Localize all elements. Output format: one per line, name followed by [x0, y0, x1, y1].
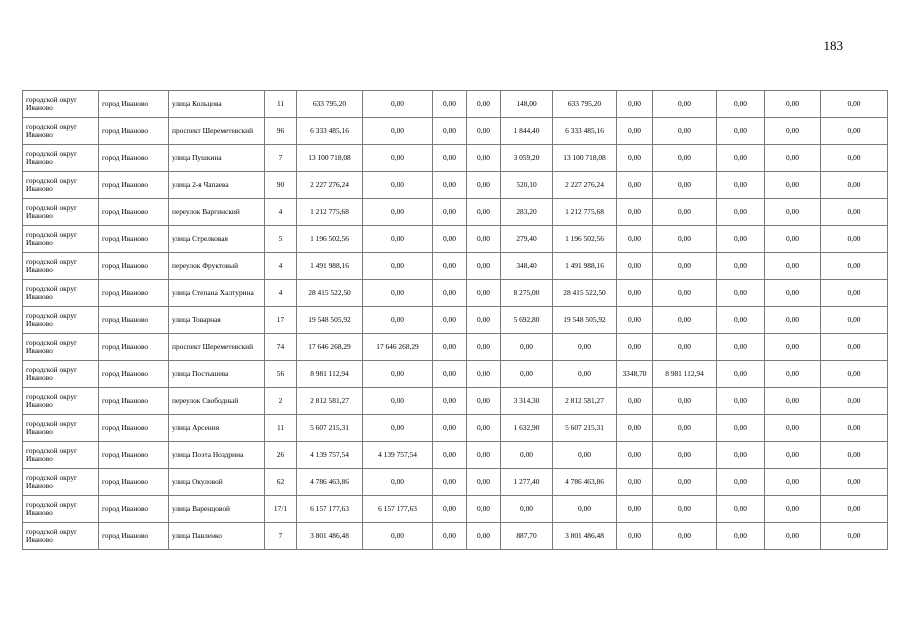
cell-cost-col-2: 0,00: [363, 307, 433, 334]
cell-cost-col-9: 0,00: [717, 307, 765, 334]
cell-cost-col-6: 2 812 581,27: [553, 388, 617, 415]
cell-house-number: 2: [265, 388, 297, 415]
cell-area-value: 0,00: [501, 496, 553, 523]
cell-cost-col-2: 0,00: [363, 280, 433, 307]
cell-municipality: городской округ Иваново: [23, 253, 99, 280]
cell-cost-col-10: 0,00: [765, 307, 821, 334]
cell-cost-col-10: 0,00: [765, 253, 821, 280]
cell-area-value: 3 314,30: [501, 388, 553, 415]
cell-cost-col-9: 0,00: [717, 334, 765, 361]
cell-cost-col-7: 0,00: [617, 118, 653, 145]
cell-cost-col-9: 0,00: [717, 172, 765, 199]
cell-settlement: город Иваново: [99, 334, 169, 361]
cell-cost-col-10: 0,00: [765, 496, 821, 523]
cell-total-cost: 2 227 276,24: [297, 172, 363, 199]
cell-street: улица Кольцова: [169, 91, 265, 118]
cell-cost-col-8: 8 981 112,94: [653, 361, 717, 388]
cell-area-value: 283,20: [501, 199, 553, 226]
cell-cost-col-4: 0,00: [467, 253, 501, 280]
page-number: 183: [823, 38, 843, 53]
cell-cost-col-7: 3348,70: [617, 361, 653, 388]
cell-cost-col-11: 0,00: [821, 145, 888, 172]
cell-cost-col-11: 0,00: [821, 307, 888, 334]
cell-cost-col-11: 0,00: [821, 334, 888, 361]
cell-cost-col-10: 0,00: [765, 91, 821, 118]
cell-street: переулок Свободный: [169, 388, 265, 415]
cell-total-cost: 17 646 268,29: [297, 334, 363, 361]
cell-settlement: город Иваново: [99, 118, 169, 145]
cell-cost-col-6: 1 491 988,16: [553, 253, 617, 280]
table-row: [23, 253, 888, 280]
cell-cost-col-8: 0,00: [653, 307, 717, 334]
cell-cost-col-6: 0,00: [553, 442, 617, 469]
cell-cost-col-4: 0,00: [467, 91, 501, 118]
cell-cost-col-7: 0,00: [617, 91, 653, 118]
cell-cost-col-11: 0,00: [821, 388, 888, 415]
cell-house-number: 4: [265, 199, 297, 226]
cell-cost-col-10: 0,00: [765, 199, 821, 226]
cell-cost-col-3: 0,00: [433, 388, 467, 415]
cell-street: улица Арсения: [169, 415, 265, 442]
cell-cost-col-2: 4 139 757,54: [363, 442, 433, 469]
table-row: [23, 469, 888, 496]
cell-cost-col-11: 0,00: [821, 91, 888, 118]
table-row: [23, 145, 888, 172]
cell-cost-col-9: 0,00: [717, 280, 765, 307]
cell-cost-col-4: 0,00: [467, 523, 501, 550]
cell-house-number: 96: [265, 118, 297, 145]
cell-municipality: городской округ Иваново: [23, 280, 99, 307]
cell-cost-col-3: 0,00: [433, 361, 467, 388]
cell-settlement: город Иваново: [99, 469, 169, 496]
cell-area-value: 0,00: [501, 361, 553, 388]
cell-street: проспект Шереметевский: [169, 334, 265, 361]
cell-cost-col-11: 0,00: [821, 280, 888, 307]
cell-cost-col-4: 0,00: [467, 199, 501, 226]
cell-cost-col-7: 0,00: [617, 442, 653, 469]
cell-street: улица Постышева: [169, 361, 265, 388]
cell-house-number: 74: [265, 334, 297, 361]
cell-area-value: 0,00: [501, 334, 553, 361]
cell-cost-col-6: 1 196 502,56: [553, 226, 617, 253]
table-row: [23, 280, 888, 307]
cell-cost-col-7: 0,00: [617, 496, 653, 523]
cell-settlement: город Иваново: [99, 145, 169, 172]
table-row: [23, 442, 888, 469]
cell-total-cost: 1 212 775,68: [297, 199, 363, 226]
cell-area-value: 5 692,80: [501, 307, 553, 334]
cell-cost-col-8: 0,00: [653, 388, 717, 415]
cell-settlement: город Иваново: [99, 361, 169, 388]
cell-cost-col-9: 0,00: [717, 388, 765, 415]
cell-street: улица Стрелковая: [169, 226, 265, 253]
cell-cost-col-4: 0,00: [467, 469, 501, 496]
cell-cost-col-3: 0,00: [433, 199, 467, 226]
cell-area-value: 1 844,40: [501, 118, 553, 145]
cell-total-cost: 3 801 486,48: [297, 523, 363, 550]
cell-cost-col-8: 0,00: [653, 280, 717, 307]
cell-cost-col-10: 0,00: [765, 118, 821, 145]
cell-cost-col-9: 0,00: [717, 415, 765, 442]
cell-total-cost: 19 548 505,92: [297, 307, 363, 334]
cell-cost-col-8: 0,00: [653, 415, 717, 442]
cell-cost-col-7: 0,00: [617, 415, 653, 442]
cell-total-cost: 4 139 757,54: [297, 442, 363, 469]
cell-cost-col-6: 0,00: [553, 496, 617, 523]
cell-cost-col-3: 0,00: [433, 415, 467, 442]
cell-cost-col-2: 0,00: [363, 415, 433, 442]
cell-cost-col-3: 0,00: [433, 253, 467, 280]
cell-cost-col-4: 0,00: [467, 388, 501, 415]
cell-cost-col-4: 0,00: [467, 361, 501, 388]
cell-cost-col-11: 0,00: [821, 226, 888, 253]
cell-house-number: 56: [265, 361, 297, 388]
cell-cost-col-8: 0,00: [653, 91, 717, 118]
cell-cost-col-6: 4 786 463,86: [553, 469, 617, 496]
cell-cost-col-9: 0,00: [717, 145, 765, 172]
cell-house-number: 11: [265, 91, 297, 118]
cell-settlement: город Иваново: [99, 91, 169, 118]
cell-municipality: городской округ Иваново: [23, 199, 99, 226]
cell-cost-col-9: 0,00: [717, 118, 765, 145]
table-row: [23, 496, 888, 523]
cell-street: улица 2-я Чапаева: [169, 172, 265, 199]
cell-street: улица Пушкина: [169, 145, 265, 172]
cell-cost-col-7: 0,00: [617, 469, 653, 496]
cell-settlement: город Иваново: [99, 172, 169, 199]
cell-municipality: городской округ Иваново: [23, 442, 99, 469]
cell-cost-col-11: 0,00: [821, 496, 888, 523]
cell-cost-col-3: 0,00: [433, 496, 467, 523]
cell-area-value: 348,40: [501, 253, 553, 280]
cell-municipality: городской округ Иваново: [23, 226, 99, 253]
cell-cost-col-2: 0,00: [363, 118, 433, 145]
cell-cost-col-2: 0,00: [363, 361, 433, 388]
cell-municipality: городской округ Иваново: [23, 118, 99, 145]
table-row: [23, 334, 888, 361]
cell-cost-col-8: 0,00: [653, 442, 717, 469]
cell-area-value: 1 277,40: [501, 469, 553, 496]
cell-cost-col-8: 0,00: [653, 496, 717, 523]
cell-municipality: городской округ Иваново: [23, 361, 99, 388]
cell-cost-col-9: 0,00: [717, 253, 765, 280]
cell-total-cost: 5 607 215,31: [297, 415, 363, 442]
cell-area-value: 148,00: [501, 91, 553, 118]
cell-street: улица Варенцовой: [169, 496, 265, 523]
cell-house-number: 7: [265, 523, 297, 550]
cell-cost-col-4: 0,00: [467, 145, 501, 172]
cell-cost-col-10: 0,00: [765, 469, 821, 496]
cell-cost-col-4: 0,00: [467, 226, 501, 253]
cell-settlement: город Иваново: [99, 523, 169, 550]
cell-total-cost: 2 812 581,27: [297, 388, 363, 415]
cell-settlement: город Иваново: [99, 496, 169, 523]
cell-cost-col-7: 0,00: [617, 334, 653, 361]
cell-total-cost: 6 157 177,63: [297, 496, 363, 523]
cell-cost-col-8: 0,00: [653, 172, 717, 199]
cell-cost-col-9: 0,00: [717, 523, 765, 550]
cell-house-number: 4: [265, 280, 297, 307]
cell-settlement: город Иваново: [99, 388, 169, 415]
cell-street: переулок Варгинский: [169, 199, 265, 226]
cell-settlement: город Иваново: [99, 199, 169, 226]
cell-cost-col-2: 17 646 268,29: [363, 334, 433, 361]
cell-settlement: город Иваново: [99, 415, 169, 442]
cell-cost-col-2: 0,00: [363, 226, 433, 253]
cell-settlement: город Иваново: [99, 280, 169, 307]
cell-cost-col-2: 0,00: [363, 388, 433, 415]
cell-cost-col-10: 0,00: [765, 415, 821, 442]
cell-area-value: 279,40: [501, 226, 553, 253]
cell-cost-col-3: 0,00: [433, 469, 467, 496]
cell-cost-col-7: 0,00: [617, 145, 653, 172]
cell-cost-col-4: 0,00: [467, 307, 501, 334]
cell-municipality: городской округ Иваново: [23, 307, 99, 334]
cell-street: улица Товарная: [169, 307, 265, 334]
cell-cost-col-6: 6 333 485,16: [553, 118, 617, 145]
cell-cost-col-6: 2 227 276,24: [553, 172, 617, 199]
cell-settlement: город Иваново: [99, 253, 169, 280]
cell-cost-col-4: 0,00: [467, 280, 501, 307]
cell-cost-col-11: 0,00: [821, 523, 888, 550]
cell-cost-col-7: 0,00: [617, 280, 653, 307]
cell-cost-col-3: 0,00: [433, 226, 467, 253]
table-row: [23, 226, 888, 253]
cell-cost-col-2: 0,00: [363, 199, 433, 226]
cell-cost-col-2: 0,00: [363, 91, 433, 118]
cell-cost-col-3: 0,00: [433, 145, 467, 172]
cell-cost-col-9: 0,00: [717, 469, 765, 496]
table-row: [23, 361, 888, 388]
cell-street: улица Степана Халтурина: [169, 280, 265, 307]
cell-municipality: городской округ Иваново: [23, 91, 99, 118]
cell-cost-col-11: 0,00: [821, 253, 888, 280]
cell-cost-col-4: 0,00: [467, 334, 501, 361]
cell-cost-col-3: 0,00: [433, 118, 467, 145]
cell-house-number: 4: [265, 253, 297, 280]
cell-cost-col-6: 28 415 522,50: [553, 280, 617, 307]
cell-cost-col-3: 0,00: [433, 307, 467, 334]
cell-cost-col-6: 5 607 215,31: [553, 415, 617, 442]
cell-cost-col-11: 0,00: [821, 469, 888, 496]
cell-cost-col-10: 0,00: [765, 388, 821, 415]
cell-cost-col-4: 0,00: [467, 172, 501, 199]
table-row: [23, 388, 888, 415]
table-row: [23, 172, 888, 199]
cell-cost-col-10: 0,00: [765, 226, 821, 253]
cell-cost-col-7: 0,00: [617, 388, 653, 415]
cell-area-value: 1 632,90: [501, 415, 553, 442]
cell-total-cost: 28 415 522,50: [297, 280, 363, 307]
cell-cost-col-8: 0,00: [653, 253, 717, 280]
cell-settlement: город Иваново: [99, 226, 169, 253]
cell-cost-col-8: 0,00: [653, 199, 717, 226]
cell-house-number: 17: [265, 307, 297, 334]
cell-cost-col-4: 0,00: [467, 442, 501, 469]
cell-cost-col-10: 0,00: [765, 334, 821, 361]
cell-cost-col-3: 0,00: [433, 172, 467, 199]
cell-cost-col-8: 0,00: [653, 145, 717, 172]
cell-house-number: 11: [265, 415, 297, 442]
cell-cost-col-7: 0,00: [617, 172, 653, 199]
cell-cost-col-2: 0,00: [363, 523, 433, 550]
cell-cost-col-9: 0,00: [717, 91, 765, 118]
cell-cost-col-2: 0,00: [363, 469, 433, 496]
cell-area-value: 520,10: [501, 172, 553, 199]
cell-street: улица Окуловой: [169, 469, 265, 496]
cell-cost-col-6: 633 795,20: [553, 91, 617, 118]
cell-settlement: город Иваново: [99, 307, 169, 334]
cell-cost-col-7: 0,00: [617, 199, 653, 226]
cell-cost-col-4: 0,00: [467, 415, 501, 442]
cell-cost-col-10: 0,00: [765, 280, 821, 307]
cell-cost-col-6: 1 212 775,68: [553, 199, 617, 226]
cell-cost-col-11: 0,00: [821, 172, 888, 199]
cell-area-value: 887,70: [501, 523, 553, 550]
cell-cost-col-2: 0,00: [363, 253, 433, 280]
cell-cost-col-3: 0,00: [433, 280, 467, 307]
cell-settlement: город Иваново: [99, 442, 169, 469]
cell-cost-col-7: 0,00: [617, 523, 653, 550]
cell-total-cost: 633 795,20: [297, 91, 363, 118]
cell-municipality: городской округ Иваново: [23, 415, 99, 442]
cell-area-value: 0,00: [501, 442, 553, 469]
cell-cost-col-11: 0,00: [821, 118, 888, 145]
cell-cost-col-3: 0,00: [433, 442, 467, 469]
cell-cost-col-3: 0,00: [433, 334, 467, 361]
cell-cost-col-4: 0,00: [467, 118, 501, 145]
cell-cost-col-9: 0,00: [717, 199, 765, 226]
cell-cost-col-8: 0,00: [653, 334, 717, 361]
cell-house-number: 62: [265, 469, 297, 496]
cell-cost-col-10: 0,00: [765, 442, 821, 469]
cell-cost-col-11: 0,00: [821, 415, 888, 442]
cell-cost-col-7: 0,00: [617, 253, 653, 280]
cell-house-number: 7: [265, 145, 297, 172]
cell-house-number: 5: [265, 226, 297, 253]
cell-cost-col-2: 0,00: [363, 145, 433, 172]
cell-street: улица Павленко: [169, 523, 265, 550]
cell-cost-col-3: 0,00: [433, 523, 467, 550]
cell-cost-col-6: 19 548 505,92: [553, 307, 617, 334]
cell-cost-col-10: 0,00: [765, 172, 821, 199]
cell-house-number: 17/1: [265, 496, 297, 523]
cell-cost-col-7: 0,00: [617, 307, 653, 334]
cell-municipality: городской округ Иваново: [23, 145, 99, 172]
housing-repair-table: [22, 90, 888, 550]
cell-cost-col-11: 0,00: [821, 361, 888, 388]
cell-total-cost: 13 100 718,08: [297, 145, 363, 172]
cell-street: переулок Фруктовый: [169, 253, 265, 280]
cell-cost-col-6: 13 100 718,08: [553, 145, 617, 172]
cell-house-number: 26: [265, 442, 297, 469]
cell-cost-col-8: 0,00: [653, 226, 717, 253]
cell-cost-col-6: 0,00: [553, 334, 617, 361]
cell-municipality: городской округ Иваново: [23, 469, 99, 496]
table-body: [23, 91, 888, 550]
cell-municipality: городской округ Иваново: [23, 523, 99, 550]
cell-street: проспект Шереметевский: [169, 118, 265, 145]
table-row: [23, 199, 888, 226]
cell-cost-col-8: 0,00: [653, 469, 717, 496]
table-row: [23, 91, 888, 118]
cell-total-cost: 1 491 988,16: [297, 253, 363, 280]
table-row: [23, 415, 888, 442]
cell-cost-col-4: 0,00: [467, 496, 501, 523]
cell-area-value: 3 059,20: [501, 145, 553, 172]
cell-street: улица Поэта Ноздрина: [169, 442, 265, 469]
cell-cost-col-8: 0,00: [653, 523, 717, 550]
cell-cost-col-9: 0,00: [717, 496, 765, 523]
cell-cost-col-9: 0,00: [717, 361, 765, 388]
cell-cost-col-3: 0,00: [433, 91, 467, 118]
cell-total-cost: 1 196 502,56: [297, 226, 363, 253]
cell-municipality: городской округ Иваново: [23, 496, 99, 523]
cell-cost-col-9: 0,00: [717, 442, 765, 469]
cell-area-value: 8 275,00: [501, 280, 553, 307]
cell-cost-col-2: 0,00: [363, 172, 433, 199]
cell-total-cost: 8 981 112,94: [297, 361, 363, 388]
cell-cost-col-10: 0,00: [765, 361, 821, 388]
cell-cost-col-9: 0,00: [717, 226, 765, 253]
cell-municipality: городской округ Иваново: [23, 334, 99, 361]
table-row: [23, 118, 888, 145]
cell-house-number: 90: [265, 172, 297, 199]
cell-total-cost: 6 333 485,16: [297, 118, 363, 145]
table-row: [23, 307, 888, 334]
cell-total-cost: 4 786 463,86: [297, 469, 363, 496]
cell-cost-col-2: 6 157 177,63: [363, 496, 433, 523]
cell-cost-col-10: 0,00: [765, 145, 821, 172]
cell-cost-col-11: 0,00: [821, 442, 888, 469]
cell-cost-col-8: 0,00: [653, 118, 717, 145]
cell-cost-col-11: 0,00: [821, 199, 888, 226]
cell-cost-col-6: 0,00: [553, 361, 617, 388]
table-row: [23, 523, 888, 550]
cell-cost-col-7: 0,00: [617, 226, 653, 253]
cell-municipality: городской округ Иваново: [23, 388, 99, 415]
cell-cost-col-6: 3 801 486,48: [553, 523, 617, 550]
cell-cost-col-10: 0,00: [765, 523, 821, 550]
cell-municipality: городской округ Иваново: [23, 172, 99, 199]
